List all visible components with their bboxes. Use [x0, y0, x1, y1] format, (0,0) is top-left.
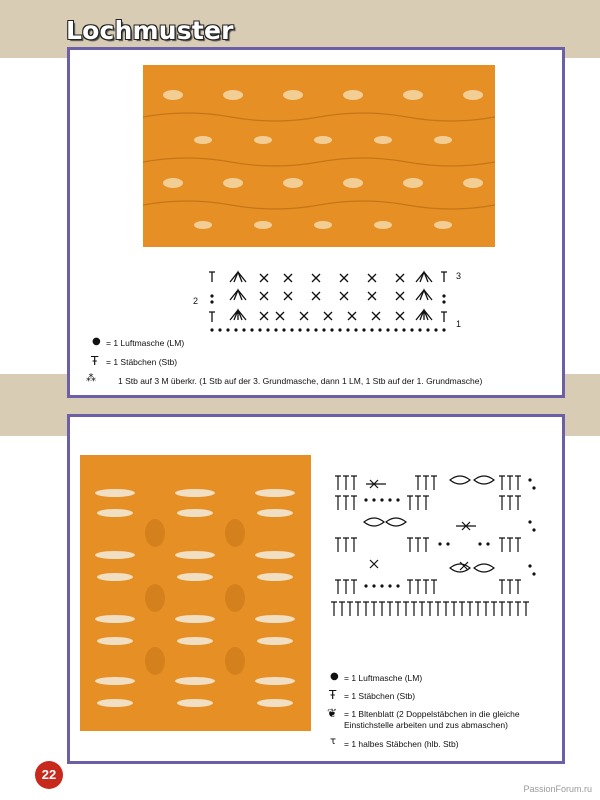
legend2-double-crochet: = 1 Stäbchen (Stb) [344, 691, 416, 701]
half-double-crochet-icon: τ [330, 736, 337, 747]
legend2-leaf: = 1 Bltenblatt (2 Doppelstäbchen in die gleiche Einstichstelle arbeiten und zus abmaschen) [344, 709, 520, 730]
legend-double-crochet: = 1 Stäbchen (Stb) [106, 357, 178, 367]
watermark: PassionForum.ru [523, 784, 592, 794]
legend2-chain-stitch: = 1 Luftmasche (LM) [344, 673, 423, 683]
row-number-1: 1 [456, 319, 462, 329]
crochet-photo-2 [80, 455, 311, 731]
legend2-half-double-crochet: = 1 halbes Stäbchen (hlb. Stb) [344, 739, 459, 749]
chain-stitch-icon: ● [330, 671, 339, 682]
leaf-icon: ❦ [327, 706, 338, 720]
row-number-3: 3 [456, 271, 462, 281]
chain-stitch-icon: ● [92, 336, 101, 347]
page-number: 22 [41, 767, 57, 782]
page-title: Lochmuster [66, 16, 234, 45]
legend-chain-stitch: = 1 Luftmasche (LM) [106, 338, 185, 348]
crossed-stitch-icon: ⁂ [86, 373, 96, 384]
crochet-photo-1 [143, 65, 495, 247]
legend-crossed-stitch: 1 Stb auf 3 M überkr. (1 Stb auf der 3. Grundmasche, dann 1 LM, 1 Stb auf der 1. Grundmasche) [118, 376, 483, 386]
double-crochet-icon: Ŧ [91, 354, 99, 368]
double-crochet-icon: Ŧ [329, 688, 337, 702]
row-number-2: 2 [193, 296, 199, 306]
